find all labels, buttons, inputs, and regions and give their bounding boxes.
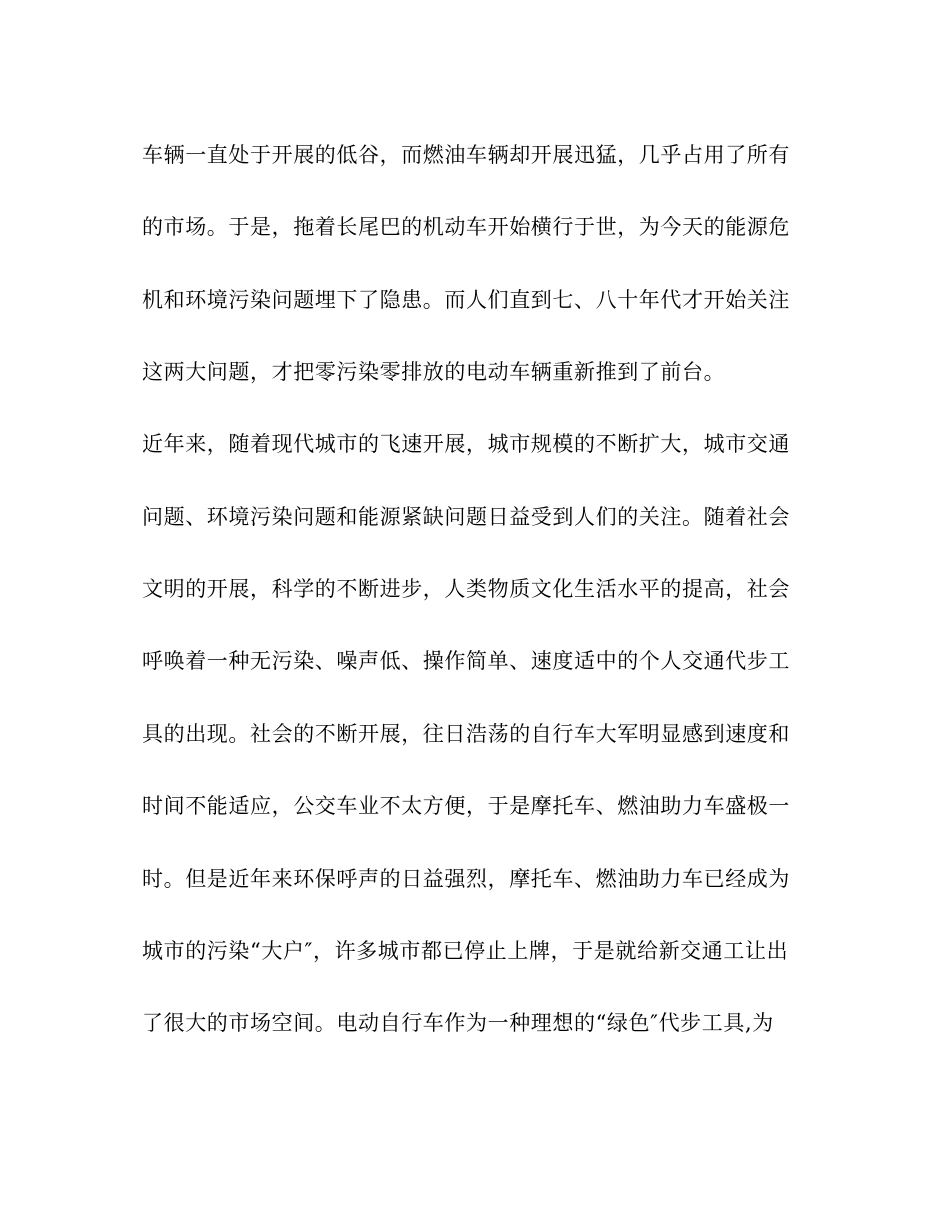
text-line: 城市的污染“大户″，许多城市都已停止上牌，于是就给新交通工让出 [142, 939, 789, 963]
text-line: 呼唤着一种无污染、噪声低、操作简单、速度适中的个人交通代步工 [142, 649, 790, 673]
text-line: 机和环境污染问题埋下了隐患。而人们直到七、八十年代才开始关注 [142, 288, 790, 312]
text-line: 的市场。于是，拖着长尾巴的机动车开始横行于世，为今天的能源危 [142, 215, 790, 239]
text-line: 时。但是近年来环保呼声的日益强烈，摩托车、燃油助力车已经成为 [142, 867, 790, 891]
text-line: 问题、环境污染问题和能源紧缺问题日益受到人们的关注。随着社会 [142, 505, 790, 529]
text-line: 具的出现。社会的不断开展，往日浩荡的自行车大军明显感到速度和 [142, 722, 790, 746]
text-line: 了很大的市场空间。电动自行车作为一种理想的“绿色″代步工具,为 [142, 1011, 774, 1035]
text-line: 这两大问题，才把零污染零排放的电动车辆重新推到了前台。 [142, 360, 726, 384]
text-line: 车辆一直处于开展的低谷，而燃油车辆却开展迅猛，几乎占用了所有 [142, 143, 790, 167]
text-line: 文明的开展，科学的不断进步，人类物质文化生活水平的提高，社会 [142, 577, 790, 601]
text-line: 近年来，随着现代城市的飞速开展，城市规模的不断扩大，城市交通 [142, 432, 790, 456]
text-line: 时间不能适应，公交车业不太方便，于是摩托车、燃油助力车盛极一 [142, 794, 790, 818]
